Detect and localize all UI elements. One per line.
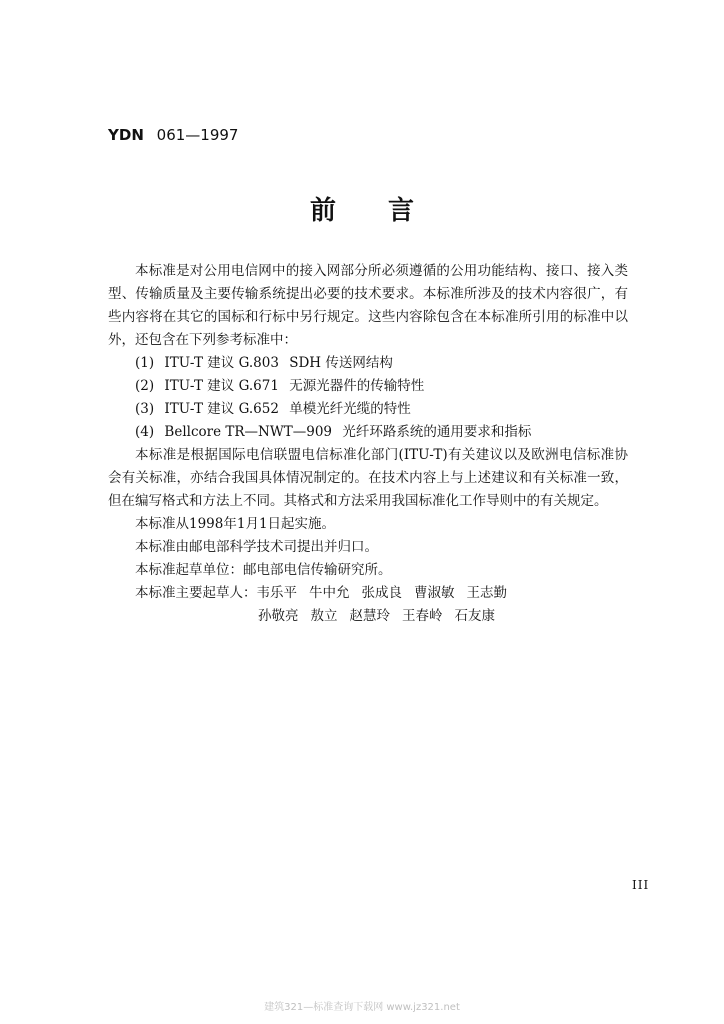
reference-standard: ITU-T 建议 G.671 [164, 378, 279, 394]
intro-paragraph: 本标准是对公用电信网中的接入网部分所必须遵循的公用功能结构、接口、接入类型、传输质量及主要传输系统提出必要的技术要求。本标准所涉及的技术内容很广，有些内容将在其它的国标和行标中另行规定。这些内容除包含在本标准所引用的标准中以外，还包含在下列参考标准中： [108, 263, 628, 348]
reference-item [108, 398, 628, 421]
proposer-paragraph: 本标准由邮电部科学技术司提出并归口。 [135, 539, 378, 555]
reference-title: 光纤环路系统的通用要求和指标 [342, 424, 532, 440]
reference-standard: Bellcore TR—NWT—909 [164, 424, 333, 440]
drafter-name: 牛中允 [309, 585, 350, 601]
reference-index: (1) [135, 355, 155, 371]
drafter-name: 韦乐平 [256, 585, 297, 601]
standard-number: 061—1997 [156, 126, 239, 144]
reference-index: (2) [135, 378, 155, 394]
drafting-unit-paragraph: 本标准起草单位：邮电部电信传输研究所。 [135, 562, 392, 578]
drafter-name: 王志勤 [466, 585, 507, 601]
watermark-text: 建筑321—标准查询下载网 www.jz321.net [264, 1002, 460, 1013]
drafter-name: 孙敬亮 [258, 608, 299, 624]
reference-index: (3) [135, 401, 155, 417]
reference-list [108, 352, 628, 444]
drafter-name: 曹淑敏 [414, 585, 455, 601]
drafter-name: 张成良 [361, 585, 402, 601]
reference-item [108, 421, 628, 444]
standard-code: YDN [108, 126, 144, 144]
reference-item [108, 352, 628, 375]
drafters-label: 本标准主要起草人： [135, 585, 257, 601]
reference-title: 无源光器件的传输特性 [289, 378, 425, 394]
page-number: III [632, 878, 650, 892]
drafter-name: 敖立 [310, 608, 338, 624]
drafters-line [108, 582, 628, 605]
basis-paragraph: 本标准是根据国际电信联盟电信标准化部门(ITU-T)有关建议以及欧洲电信标准协会有关标准，亦结合我国具体情况制定的。在技术内容上与上述建议和有关标准一致，但在编写格式和方法上不同。其格式和方法采用我国标准化工作导则中的有关规定。 [108, 447, 628, 509]
reference-standard: ITU-T 建议 G.652 [164, 401, 279, 417]
document-body [108, 260, 628, 628]
standard-header [108, 125, 238, 145]
reference-title: 单模光纤光缆的特性 [289, 401, 411, 417]
drafter-name: 王春岭 [402, 608, 443, 624]
drafter-name: 石友康 [454, 608, 495, 624]
reference-title: SDH 传送网结构 [289, 355, 393, 371]
effective-date-paragraph: 本标准从1998年1月1日起实施。 [135, 516, 336, 532]
page-title: 前言 [309, 196, 466, 226]
drafter-name: 赵慧玲 [349, 608, 390, 624]
reference-item [108, 375, 628, 398]
reference-index: (4) [135, 424, 155, 440]
drafters-continuation [108, 605, 628, 628]
reference-standard: ITU-T 建议 G.803 [164, 355, 279, 371]
